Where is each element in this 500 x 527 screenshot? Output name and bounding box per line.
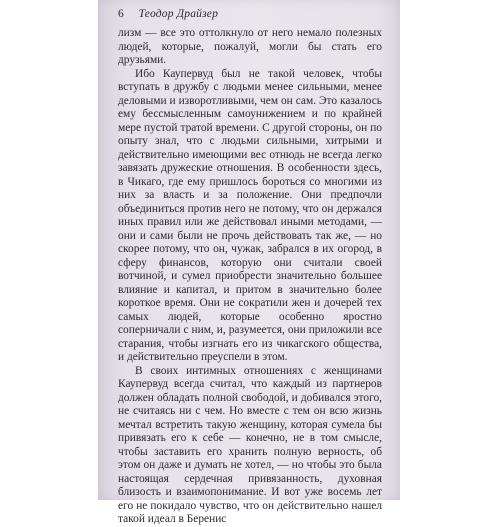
paragraph: Ибо Каупервуд был не такой человек, чтобы вступать в дружбу с людьми менее сильными, менее деловыми и изворотливыми, чем он сам. Это казалось ему бессмысленным самоунижением и по крайней мере пустой тратой времени. С другой стороны, он по опыту знал, что с людьми сильными, хитрыми и действительно имеющими вес отнюдь не всегда легко завязать дружеские отношения. В особенности здесь, в Чикаго, где ему пришлось бороться со многими из них за власть и за положение. Они предпочли объединиться против него не потому, что он держался иных правил или же действовал иными методами, — они и сами были не прочь действовать так же, — но скорее потому, что он, чужак, забрался в их огород, в сферу финансов, которую они считали своей вотчиной, и сумел приобрести значительно большее влияние и капитал, и притом в значительно более короткое время. Они не сократили жен и дочерей тех самых людей, которые особенно яростно соперничали с ним, и, разумеется, они приложили все старания, чтобы изгнать его из чикагского общества, и действительно преуспели в этом. (118, 67, 382, 363)
paragraph: лизм — все это оттолкнуло от него немало полезных людей, которые, пожалуй, могли бы стать его друзьями. (118, 27, 382, 66)
header-author: Теодор Драйзер (138, 8, 219, 20)
paragraph: В своих интимных отношениях с женщинами Каупервуд всегда считал, что каждый из партнеров должен обладать полной свободой, и добивался этого, не считаясь ни с чем. Но вместе с тем он всю жизнь мечтал встретить такую женщину, которая сумела бы привязать его к себе — конечно, не в том смысле, чтобы заставить его хранить полную верность, об этом он даже и думать не хотел, — но чтобы это была настоящая сердечная привязанность, духовная близость и взаимопонимание. И вот уже восемь лет его не покидало чувство, что он действительно нашел такой идеал в Беренис (118, 364, 382, 525)
page-number: 6 (118, 8, 124, 20)
text-block (118, 27, 382, 527)
running-head (118, 8, 218, 22)
